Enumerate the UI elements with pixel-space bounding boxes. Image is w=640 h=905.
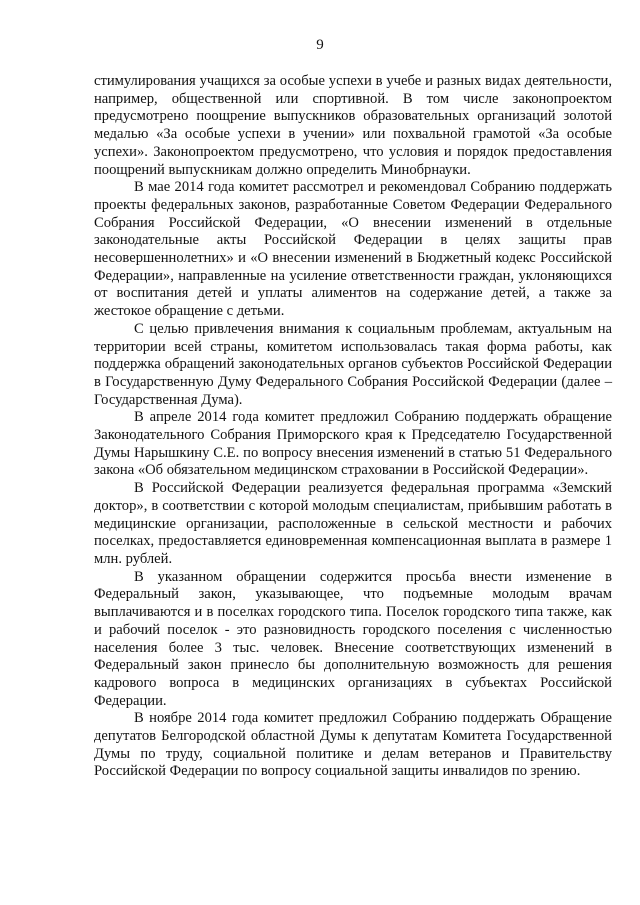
paragraph-appeal-request: В указанном обращении содержится просьба внести изменение в Федеральный закон, указывающее, что подъемные молодым врачам выплачиваются и в поселках городского типа. Поселок городского типа также, как и рабочий поселок - это разновидность городского поселения с численностью населения более 3 тыс. человек. Внесение соответствующих изменений в Федеральный закон принесло бы дополнительную возможность для решения кадрового вопроса в медицинских организациях в субъектах Российской Федерации. <box>94 568 612 709</box>
paragraph-november-2014: В ноябре 2014 года комитет предложил Собранию поддержать Обращение депутатов Белгородской областной Думы к депутатам Комитета Государственной Думы по труду, социальной политике и делам ветеранов и Правительству Российской Федерации по вопросу социальной защиты инвалидов по зрению. <box>94 710 612 780</box>
paragraph-continued: стимулирования учащихся за особые успехи в учебе и разных видах деятельности, например, общественной или спортивной. В том числе законопроектом предусмотрено поощрение выпускников образовательных организаций золотой медалью «За особые успехи в учении» или похвальной грамотой «За особые успехи». Законопроектом предусмотрено, что условия и порядок предоставления поощрений выпускникам должно определить Минобрнауки. <box>94 73 612 178</box>
paragraph-social-problems: С целью привлечения внимания к социальным проблемам, актуальным на территории всей страны, комитетом использовалась такая форма работы, как поддержка обращений законодательных органов субъектов Российской Федерации в Государственную Думу Федерального Собрания Российской Федерации (далее – Государственная Дума). <box>94 320 612 408</box>
paragraph-april-2014: В апреле 2014 года комитет предложил Собранию поддержать обращение Законодательного Собрания Приморского края к Председателю Государственной Думы Нарышкину С.Е. по вопросу внесения изменений в статью 51 Федерального закона «Об обязательном медицинском страховании в Российской Федерации». <box>94 409 612 479</box>
paragraph-may-2014: В мае 2014 года комитет рассмотрел и рекомендовал Собранию поддержать проекты федеральных законов, разработанные Советом Федерации Федерального Собрания Российской Федерации, «О внесении изменений в отдельные законодательные акты Российской Федерации в целях защиты прав несовершеннолетних» и «О внесении изменений в Бюджетный кодекс Российской Федерации», направленные на усиление ответственности граждан, уклоняющихся от воспитания детей и уплаты алиментов на содержание детей, а также за жестокое обращение с детьми. <box>94 179 612 320</box>
document-body <box>94 73 612 781</box>
page-number: 9 <box>316 37 324 53</box>
paragraph-zemsky-doctor: В Российской Федерации реализуется федеральная программа «Земский доктор», в соответствии с которой молодым специалистам, прибывшим работать в медицинские организации, расположенные в сельской местности и рабочих поселках, предоставляется единовременная компенсационная выплата в размере 1 млн. рублей. <box>94 480 612 567</box>
